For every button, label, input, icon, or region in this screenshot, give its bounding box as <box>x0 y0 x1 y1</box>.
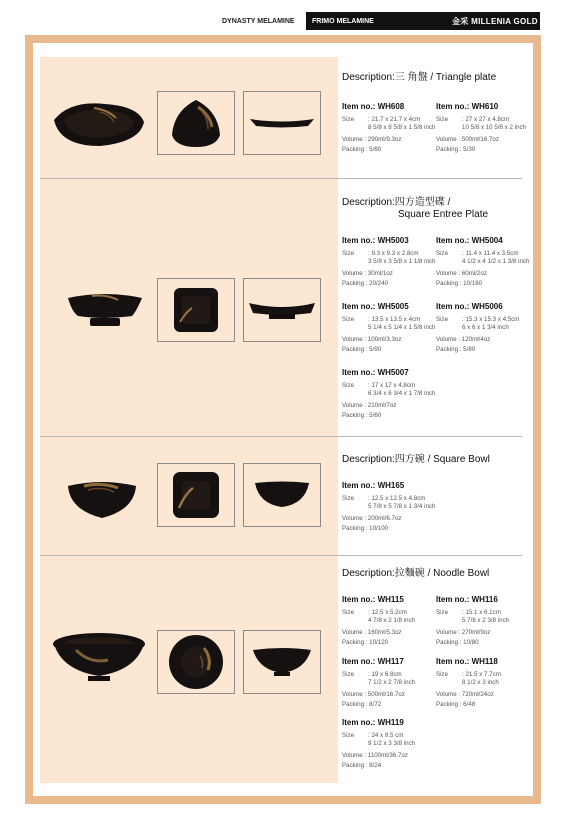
size-inch: 3 5/8 x 3 5/8 x 1 1/8 inch <box>368 258 436 265</box>
product-item <box>342 103 436 154</box>
size-label: Size <box>342 732 355 739</box>
product-item <box>436 103 530 154</box>
product-item <box>342 719 442 770</box>
tab-frimo-melamine[interactable]: FRIMO MELAMINE <box>306 12 418 30</box>
packing-text: Packing : 8/24 <box>342 762 382 769</box>
volume-text: Volume : 720ml/24oz <box>436 691 494 698</box>
packing-text: Packing : 10/160 <box>436 280 483 287</box>
triangle-plate-photo <box>50 98 148 150</box>
tab-dynasty-melamine[interactable]: DYNASTY MELAMINE <box>222 17 295 25</box>
size-cm: : 15.1 x 6.1cm <box>462 609 501 616</box>
product-item <box>342 658 436 709</box>
packing-text: Packing : 5/60 <box>342 412 382 419</box>
size-label: Size <box>342 316 355 323</box>
size-cm: : 11.4 x 11.4 x 3.5cm <box>462 250 519 257</box>
item-number: Item no.: WH116 <box>436 595 498 604</box>
item-number: Item no.: WH119 <box>342 718 404 727</box>
size-cm: : 24 x 8.5 cm <box>368 732 404 739</box>
volume-text: Volume : 500ml/16.7oz <box>436 136 499 143</box>
section-divider <box>40 555 522 556</box>
packing-text: Packing : 10/120 <box>342 639 389 646</box>
packing-text: Packing : 10/80 <box>436 639 479 646</box>
product-item <box>342 596 436 647</box>
volume-text: Volume : 100ml/3.3oz <box>342 336 402 343</box>
square-bowl-side-view <box>243 463 321 527</box>
square-bowl-photo <box>64 476 140 522</box>
description-text: Description:拉麵碗 / Noodle Bowl <box>342 568 490 579</box>
size-cm: : 27 x 27 x 4.8cm <box>462 116 510 123</box>
square-bowl-top-view <box>157 463 235 527</box>
size-inch: 4 7/8 x 2 1/8 inch <box>368 617 416 624</box>
size-inch: 10 5/8 x 10 5/8 x 2 inch <box>462 124 526 131</box>
section-description <box>342 454 490 466</box>
packing-text: Packing : 6/48 <box>436 701 476 708</box>
triangle-plate-top-view <box>157 91 235 155</box>
item-number: Item no.: WH5003 <box>342 236 409 245</box>
product-item <box>342 369 436 420</box>
size-inch: 5 7/8 x 5 7/8 x 1 3/4 inch <box>368 503 436 510</box>
description-text: Square Entree Plate <box>398 209 489 220</box>
volume-text: Volume : 210ml/7oz <box>342 402 397 409</box>
size-inch: 9 1/2 x 3 3/8 inch <box>368 740 416 747</box>
section-description <box>342 197 488 221</box>
size-inch: 7 1/2 x 2 7/8 inch <box>368 679 416 686</box>
volume-text: Volume : 200ml/6.7oz <box>342 515 402 522</box>
product-item <box>342 482 462 533</box>
noodle-bowl-top-view <box>157 630 235 694</box>
description-text: Description:四方造型碟 / <box>342 197 451 208</box>
size-label: Size <box>342 609 355 616</box>
size-inch: 8 1/2 x 3 inch <box>462 679 499 686</box>
size-label: Size <box>342 250 355 257</box>
item-number: Item no.: WH5007 <box>342 368 409 377</box>
size-cm: : 19 x 6.8cm <box>368 671 402 678</box>
size-cm: : 21.7 x 21.7 x 4cm <box>368 116 421 123</box>
volume-text: Volume : 160ml/5.3oz <box>342 629 402 636</box>
item-number: Item no.: WH165 <box>342 481 405 490</box>
square-entree-plate-photo <box>62 288 148 330</box>
size-inch: 4 1/2 x 4 1/2 x 1 3/8 inch <box>462 258 530 265</box>
product-item <box>436 658 532 709</box>
packing-text: Packing : 5/90 <box>342 346 382 353</box>
size-cm: : 9.3 x 9.3 x 2.8cm <box>368 250 419 257</box>
size-inch: 5 1/4 x 5 1/4 x 1 5/8 inch <box>368 324 436 331</box>
size-cm: : 13.5 x 13.5 x 4cm <box>368 316 421 323</box>
product-item <box>436 596 532 647</box>
product-item <box>436 237 532 288</box>
size-label: Size <box>342 116 355 123</box>
packing-text: Packing : 5/60 <box>342 146 382 153</box>
size-label: Size <box>342 495 355 502</box>
tab-millenia-gold[interactable]: 金采 MILLENIA GOLD <box>418 12 540 30</box>
noodle-bowl-side-view <box>243 630 321 694</box>
packing-text: Packing : 5/80 <box>436 346 476 353</box>
packing-text: Packing : 5/30 <box>436 146 476 153</box>
volume-text: Volume : 60ml/2oz <box>436 270 487 277</box>
item-number: Item no.: WH608 <box>342 102 405 111</box>
square-entree-plate-top-view <box>157 278 235 342</box>
size-inch: 6 x 6 x 1 3/4 inch <box>462 324 509 331</box>
size-cm: : 12.5 x 12.5 x 4.8cm <box>368 495 426 502</box>
item-number: Item no.: WH5004 <box>436 236 503 245</box>
volume-text: Volume : 120ml/4oz <box>436 336 491 343</box>
volume-text: Volume : 270ml/9oz <box>436 629 491 636</box>
size-cm: : 21.5 x 7.7cm <box>462 671 501 678</box>
size-label: Size <box>436 250 449 257</box>
size-label: Size <box>342 671 355 678</box>
triangle-plate-side-view <box>243 91 321 155</box>
section-description <box>342 568 489 580</box>
size-label: Size <box>342 382 355 389</box>
size-inch: 5 7/8 x 2 3/8 inch <box>462 617 510 624</box>
size-inch: 6 3/4 x 6 3/4 x 1 7/8 inch <box>368 390 436 397</box>
size-label: Size <box>436 116 449 123</box>
product-item <box>436 303 532 354</box>
size-label: Size <box>436 609 449 616</box>
section-divider <box>40 178 522 179</box>
description-text: Description:三 角盤 / Triangle plate <box>342 72 497 83</box>
size-label: Size <box>436 671 449 678</box>
size-label: Size <box>436 316 449 323</box>
product-item <box>342 303 436 354</box>
packing-text: Packing : 10/100 <box>342 525 389 532</box>
square-entree-plate-side-view <box>243 278 321 342</box>
noodle-bowl-photo <box>50 630 148 684</box>
size-cm: : 12.5 x 5.2cm <box>368 609 407 616</box>
description-text: Description:四方碗 / Square Bowl <box>342 454 490 465</box>
item-number: Item no.: WH5005 <box>342 302 409 311</box>
packing-text: Packing : 8/72 <box>342 701 382 708</box>
volume-text: Volume : 500ml/16.7oz <box>342 691 405 698</box>
size-inch: 8 5/8 x 8 5/8 x 1 5/8 inch <box>368 124 436 131</box>
volume-text: Volume : 1100ml/36.7oz <box>342 752 408 759</box>
item-number: Item no.: WH117 <box>342 657 404 666</box>
product-item <box>342 237 436 288</box>
item-number: Item no.: WH610 <box>436 102 499 111</box>
item-number: Item no.: WH118 <box>436 657 498 666</box>
size-cm: : 15.3 x 15.3 x 4.5cm <box>462 316 520 323</box>
section-description <box>342 72 496 84</box>
section-divider <box>40 436 522 437</box>
item-number: Item no.: WH115 <box>342 595 404 604</box>
volume-text: Volume : 290ml/9.3oz <box>342 136 402 143</box>
volume-text: Volume : 30ml/1oz <box>342 270 393 277</box>
size-cm: : 17 x 17 x 4.8cm <box>368 382 416 389</box>
packing-text: Packing : 20/240 <box>342 280 389 287</box>
item-number: Item no.: WH5006 <box>436 302 503 311</box>
